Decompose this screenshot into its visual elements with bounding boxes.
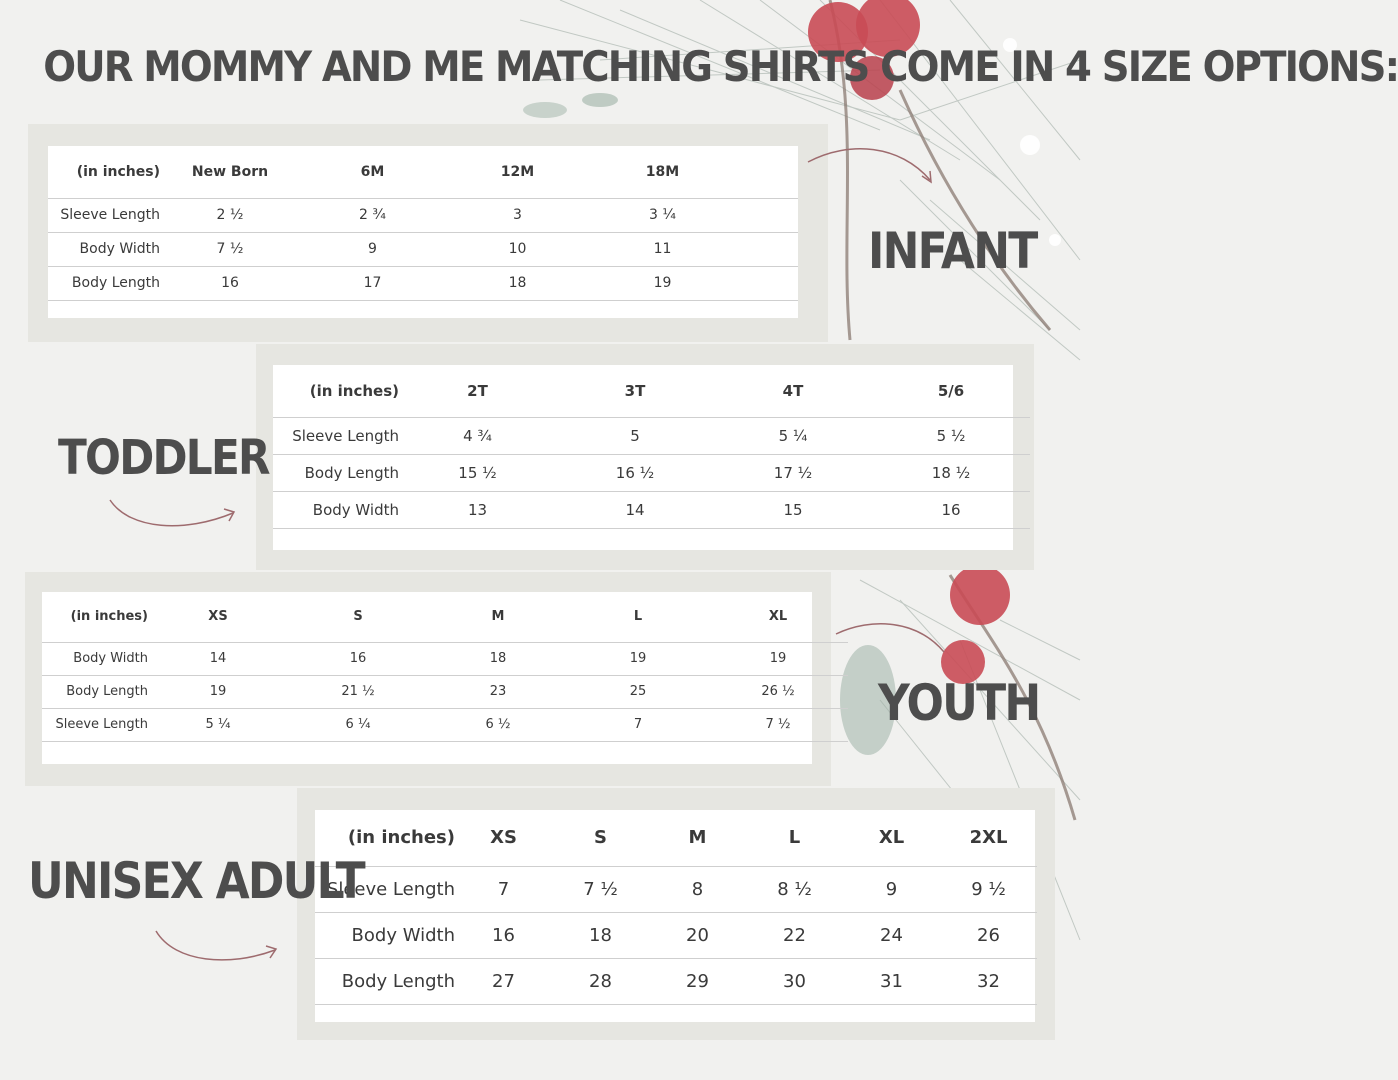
table-cell: 19	[653, 275, 672, 291]
table-cell: 2 ½	[216, 207, 244, 223]
table-cell: 20	[686, 924, 709, 946]
unit-label: (in inches)	[347, 827, 455, 849]
measurement-label: Sleeve Length	[326, 878, 455, 900]
table-cell: 19	[209, 684, 227, 699]
size-column-header: XL	[878, 827, 905, 849]
table-header-row	[273, 365, 1030, 417]
table-cell: 18	[508, 275, 527, 291]
table-cell: 23	[489, 684, 507, 699]
youth-size-table	[42, 592, 812, 764]
table-cell: 22	[783, 924, 806, 946]
table-cell: 8 ½	[777, 878, 812, 900]
measurement-label: Sleeve Length	[292, 426, 399, 445]
table-row	[315, 958, 1037, 1004]
unit-label: (in inches)	[70, 609, 148, 625]
unit-label: (in inches)	[76, 163, 160, 180]
table-cell: 31	[880, 970, 903, 992]
table-cell: 15 ½	[458, 463, 497, 482]
size-column-header: 12M	[500, 163, 535, 180]
table-cell: 6 ¼	[345, 717, 371, 732]
table-cell: 14	[625, 500, 645, 519]
table-cell: 26 ½	[761, 684, 795, 699]
arrow-icon	[150, 925, 285, 975]
table-cell: 16	[221, 275, 239, 291]
size-column-header: S	[353, 609, 363, 625]
measurement-label: Body Length	[66, 684, 148, 699]
table-cell: 14	[209, 651, 227, 666]
measurement-label: Body Length	[71, 275, 160, 291]
table-cell: 6 ½	[485, 717, 511, 732]
unisex-adult-label: UNISEX ADULT	[28, 852, 364, 910]
toddler-size-table	[273, 365, 1013, 550]
table-cell: 7 ½	[583, 878, 618, 900]
table-cell: 16	[349, 651, 367, 666]
size-column-header: M	[491, 609, 505, 625]
table-cell: 28	[589, 970, 612, 992]
table-header-row	[315, 810, 1037, 866]
infant-label: INFANT	[868, 222, 1037, 280]
infant-size-table	[48, 146, 798, 318]
table-cell: 7 ½	[765, 717, 791, 732]
table-row	[273, 417, 1030, 454]
arrow-icon	[832, 612, 962, 662]
table-cell: 10	[508, 241, 527, 257]
size-column-header: 5/6	[937, 381, 965, 400]
measurement-label: Sleeve Length	[60, 207, 160, 223]
size-column-header: L	[633, 609, 643, 625]
table-cell: 4 ¾	[463, 426, 492, 445]
table-header-row	[42, 592, 848, 642]
table-cell: 30	[783, 970, 806, 992]
table-row	[315, 912, 1037, 958]
table-cell: 2 ¾	[359, 207, 386, 223]
youth-label: YOUTH	[878, 674, 1040, 732]
size-column-header: 6M	[360, 163, 385, 180]
table-row	[42, 642, 848, 675]
table-cell: 29	[686, 970, 709, 992]
size-column-header: 3T	[624, 381, 646, 400]
arrow-icon	[105, 495, 245, 540]
table-cell: 5	[630, 426, 640, 445]
measurement-label: Body Width	[79, 241, 160, 257]
table-cell: 8	[691, 878, 704, 900]
table-cell: 17	[363, 275, 382, 291]
measurement-label: Body Width	[351, 924, 455, 946]
size-column-header: 2T	[467, 381, 488, 400]
measurement-label: Sleeve Length	[55, 717, 148, 732]
size-column-header: 2XL	[969, 827, 1008, 849]
table-row	[48, 198, 798, 232]
table-cell: 21 ½	[341, 684, 375, 699]
table-cell: 7	[633, 717, 643, 732]
table-cell: 5 ¼	[778, 426, 808, 445]
size-column-header: 4T	[782, 381, 804, 400]
table-cell: 19	[629, 651, 647, 666]
table-row	[42, 708, 848, 741]
table-row	[42, 675, 848, 708]
table-cell: 9	[368, 241, 377, 257]
table-header-row	[48, 146, 798, 198]
table-cell: 9 ½	[971, 878, 1006, 900]
table-cell: 16	[492, 924, 515, 946]
measurement-label: Body Length	[304, 463, 399, 482]
table-row	[48, 232, 798, 266]
table-cell: 25	[629, 684, 647, 699]
table-cell: 24	[880, 924, 903, 946]
size-column-header: New Born	[191, 163, 269, 180]
table-cell: 15	[783, 500, 803, 519]
size-column-header: S	[594, 827, 607, 849]
unit-label: (in inches)	[309, 381, 399, 400]
table-cell: 7	[497, 878, 510, 900]
table-cell: 3 ¼	[649, 207, 676, 223]
table-cell: 17 ½	[773, 463, 813, 482]
table-cell: 18	[589, 924, 612, 946]
toddler-label: TODDLER	[58, 430, 269, 486]
page-title: OUR MOMMY AND ME MATCHING SHIRTS COME IN 4 SIZE OPTIONS:	[43, 42, 1398, 91]
size-column-header: 18M	[645, 163, 680, 180]
adult-size-table	[315, 810, 1035, 1022]
table-cell: 9	[885, 878, 898, 900]
table-cell: 13	[467, 500, 488, 519]
table-cell: 5 ¼	[205, 717, 231, 732]
measurement-label: Body Width	[312, 500, 399, 519]
table-cell: 26	[977, 924, 1000, 946]
table-cell: 32	[977, 970, 1000, 992]
table-cell: 27	[492, 970, 515, 992]
table-row	[273, 491, 1030, 528]
table-row	[273, 454, 1030, 491]
table-cell: 11	[653, 241, 672, 257]
table-cell: 18	[489, 651, 507, 666]
size-column-header: L	[788, 827, 801, 849]
size-column-header: M	[688, 827, 707, 849]
table-cell: 19	[769, 651, 787, 666]
table-cell: 16 ½	[615, 463, 655, 482]
table-row	[315, 866, 1037, 912]
size-column-header: XS	[208, 609, 228, 625]
measurement-label: Body Width	[73, 651, 148, 666]
table-cell: 3	[513, 207, 522, 223]
table-row	[48, 266, 798, 300]
table-cell: 7 ½	[216, 241, 244, 257]
table-cell: 16	[941, 500, 961, 519]
size-column-header: XS	[490, 827, 517, 849]
measurement-label: Body Length	[341, 970, 455, 992]
size-column-header: XL	[768, 609, 788, 625]
table-cell: 5 ½	[936, 426, 966, 445]
table-cell: 18 ½	[931, 463, 971, 482]
arrow-icon	[800, 140, 950, 190]
